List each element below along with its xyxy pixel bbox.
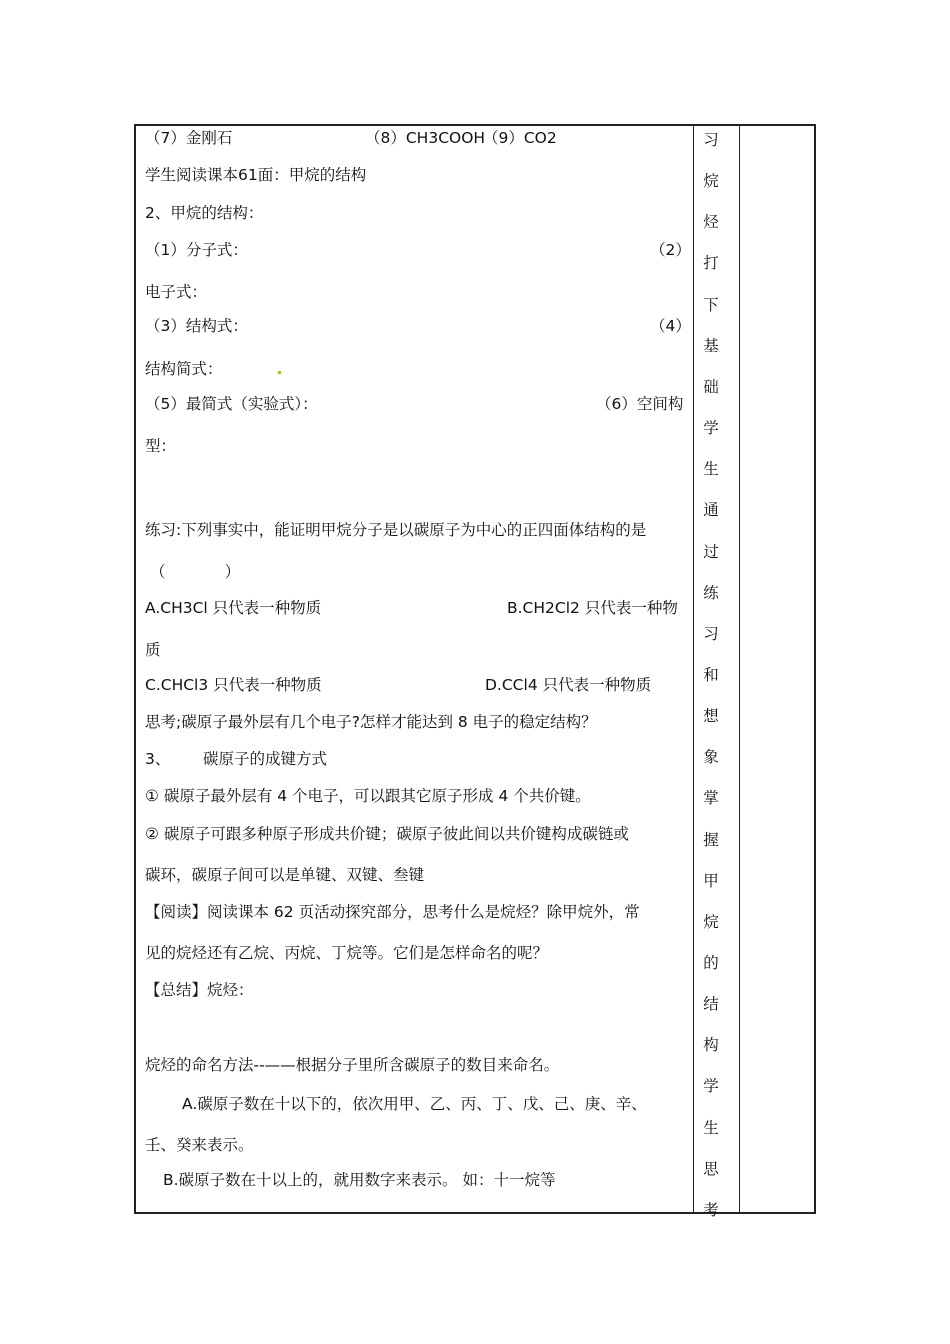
side-note-char: 生 [703,1118,719,1137]
option-b: B.CH2Cl2 只代表一种物 [507,599,678,617]
item-empirical-formula: （5）最简式（实验式）： [145,395,318,413]
side-note-char: 握 [703,830,719,849]
option-b-cont: 质 [145,641,161,659]
side-note-char: 甲 [703,871,719,890]
column-divider-1 [693,126,694,1212]
side-note-char: 练 [703,583,719,602]
item-structural-formula: （3）结构式： [145,317,248,335]
side-note-char: 习 [703,624,719,643]
side-note-char: 烃 [703,213,719,232]
side-note-char: 基 [703,336,719,355]
naming-rule-a-cont: 壬、癸来表示。 [145,1136,254,1154]
option-d: D.CCl4 只代表一种物质 [485,676,652,694]
side-note-char: 构 [703,1036,719,1055]
line-ch3cooh: （8）CH3COOH [365,129,486,147]
side-note-char: 思 [703,1159,719,1178]
item-electron-formula: 电子式： [145,283,208,301]
naming-rule-a: A.碳原子数在十以下的，依次用甲、乙、丙、丁、戊、己、庚、辛、 [182,1095,647,1113]
item-spatial-config-cont: 型： [145,437,177,455]
item-4-number: （4） [650,317,691,335]
side-note-char: 结 [703,995,719,1014]
item-condensed-formula: 结构简式： [145,360,223,378]
side-note-char: 过 [703,542,719,561]
item-spatial-config: （6）空间构 [596,395,684,413]
side-note-char: 打 [703,254,719,273]
option-a: A.CH3Cl 只代表一种物质 [145,599,322,617]
exercise-question: 练习:下列事实中，能证明甲烷分子是以碳原子为中心的正四面体结构的是 [145,521,647,539]
section-3-heading: 碳原子的成键方式 [203,750,328,768]
point-1: ① 碳原子最外层有 4 个电子，可以跟其它原子形成 4 个共价键。 [145,787,591,805]
option-c: C.CHCl3 只代表一种物质 [145,676,322,694]
stray-mark [278,371,281,374]
side-note-char: 生 [703,460,719,479]
line-co2: （9）CO2 [483,129,557,147]
item-molecular-formula: （1）分子式： [145,241,248,259]
reading-section-cont: 见的烷烃还有乙烷、丙烷、丁烷等。它们是怎样命名的呢？ [145,944,549,962]
side-note-char: 想 [703,707,719,726]
reading-note: 学生阅读课本61面：甲烷的结构 [145,166,367,184]
side-note-char: 的 [703,954,719,972]
side-note-char: 学 [703,419,719,438]
side-note-char: 烷 [703,912,719,931]
exercise-answer-paren: （ ） [150,563,241,581]
side-note-char: 考 [703,1200,719,1219]
line-diamond: （7）金刚石 [145,129,233,147]
section-2-heading: 2、甲烷的结构： [145,204,264,222]
naming-method: 烷烃的命名方法--——根据分子里所含碳原子的数目来命名。 [145,1056,560,1074]
side-note-char: 学 [703,1077,719,1096]
side-note-char: 和 [703,665,719,684]
summary-alkane: 【总结】烷烃： [145,981,254,999]
item-2-number: （2） [650,241,691,259]
point-2: ② 碳原子可跟多种原子形成共价键；碳原子彼此间以共价键构成碳链或 [145,825,629,843]
side-note-char: 烷 [703,172,719,191]
point-2-cont: 碳环，碳原子间可以是单键、双键、叁键 [145,866,425,884]
side-note-char: 通 [703,501,719,520]
naming-rule-b: B.碳原子数在十以上的，就用数字来表示。 如：十一烷等 [163,1171,556,1189]
side-note-char: 下 [703,295,719,314]
column-divider-2 [739,126,740,1212]
section-3-number: 3、 [145,750,171,768]
side-note-char: 习 [703,131,719,149]
think-question: 思考;碳原子最外层有几个电子?怎样才能达到 8 电子的稳定结构？ [145,713,597,731]
side-note-char: 础 [703,377,719,396]
side-note-char: 象 [703,748,719,767]
side-note-char: 掌 [703,789,719,808]
reading-section: 【阅读】阅读课本 62 页活动探究部分，思考什么是烷烃？除甲烷外，常 [145,903,640,921]
